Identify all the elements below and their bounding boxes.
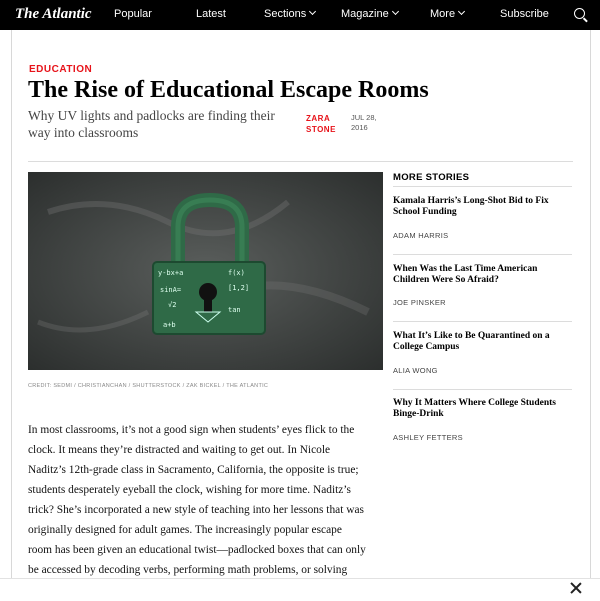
chevron-down-icon (392, 8, 399, 15)
nav-subscribe[interactable]: Subscribe (500, 8, 549, 20)
nav-magazine[interactable] (341, 8, 398, 20)
story-title[interactable]: Kamala Harris’s Long-Shot Bid to Fix School Funding (393, 196, 549, 217)
divider (393, 389, 572, 390)
story-author[interactable]: ADAM HARRIS (393, 231, 449, 240)
nav-sections-label: Sections (264, 8, 307, 20)
nav-popular[interactable]: Popular (114, 8, 152, 20)
svg-text:f(x): f(x) (228, 269, 245, 277)
story-author[interactable]: ALIA WONG (393, 366, 438, 375)
story-author[interactable]: JOE PINSKER (393, 298, 446, 307)
section-kicker[interactable]: EDUCATION (29, 64, 93, 75)
nav-more[interactable] (430, 8, 464, 20)
nav-more-label: More (430, 8, 456, 20)
close-icon[interactable] (569, 581, 583, 595)
article-dek: Why UV lights and padlocks are finding their way into classrooms (28, 108, 275, 140)
image-credit: CREDIT: SEDMI / CHRISTIANCHAN / SHUTTERSTOCK / ZAK BICKEL / THE ATLANTIC (28, 383, 269, 389)
site-logo[interactable]: The Atlantic (15, 6, 92, 22)
chevron-down-icon (458, 8, 465, 15)
article-author[interactable]: ZARA STONE (306, 114, 336, 134)
bottom-banner (0, 578, 600, 601)
chevron-down-icon (309, 8, 316, 15)
svg-text:a+b: a+b (163, 321, 176, 329)
divider (393, 321, 572, 322)
story-title[interactable]: When Was the Last Time American Children Were So Afraid? (393, 264, 538, 285)
hero-image (28, 172, 383, 370)
divider (393, 186, 572, 187)
article-date: JUL 28, 2016 (351, 113, 377, 132)
search-icon[interactable] (574, 8, 585, 19)
svg-text:y-bx+a: y-bx+a (158, 269, 184, 277)
svg-text:sinA=: sinA= (160, 286, 182, 294)
nav-latest[interactable]: Latest (196, 8, 226, 20)
top-navigation (0, 0, 600, 30)
divider (28, 161, 573, 162)
article-body: In most classrooms, it’s not a good sign when students’ eyes flick to the clock. It means they’re distracted and waiting to get out. In Nicole Naditz’s 12th-grade class in Sacramento, California, the opposite is true; students desperately eyeball the clock, wishing for more time. Naditz’s trick? She’s incorporated a new style of teaching into her lessons that was originally designed for adult games. The increasingly popular escape room has been given an educational twist—padlocked boxes that can only be accessed by decoding verbs, performing math problems, or solving (28, 424, 366, 576)
story-author[interactable]: ASHLEY FETTERS (393, 433, 463, 442)
nav-sections[interactable] (264, 8, 315, 20)
more-stories-heading: MORE STORIES (393, 172, 470, 183)
nav-magazine-label: Magazine (341, 8, 389, 20)
article-title: The Rise of Educational Escape Rooms (28, 77, 429, 103)
story-title[interactable]: Why It Matters Where College Students Binge-Drink (393, 398, 556, 419)
svg-text:[1,2]: [1,2] (228, 284, 250, 292)
svg-text:tan: tan (228, 306, 241, 314)
story-title[interactable]: What It’s Like to Be Quarantined on a College Campus (393, 331, 550, 352)
svg-text:√2: √2 (168, 301, 177, 309)
divider (393, 254, 572, 255)
